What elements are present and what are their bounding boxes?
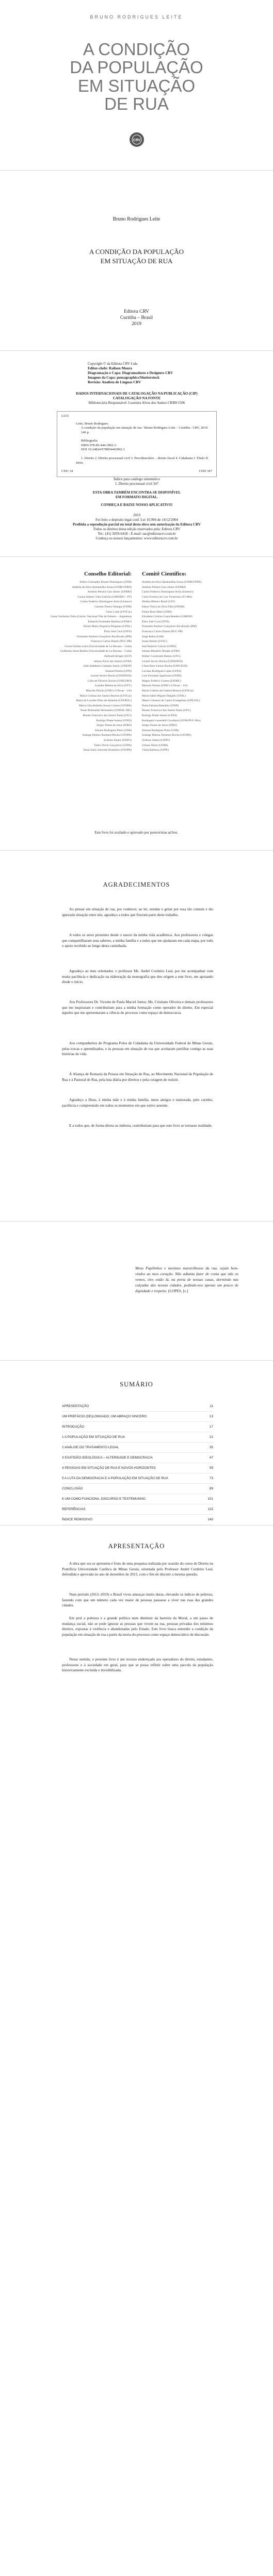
cip-librarian: Bibliotecária Responsável: Luzenira Alves dos Santos CRB9/1506	[88, 401, 185, 405]
council-member: Carlos Federico Dominguez Avila (Unieuro)	[80, 600, 132, 604]
acknowledgements-page	[0, 855, 273, 1216]
acknowledgements-paragraph: Ao pensar em situação de rua, por conhecer, ao ler, estudar e gritar por essa tão comum e tão ignorada situação entre nós, agradeço a todos que fizeram parte deste trabalho.	[62, 907, 213, 917]
cip-title: DADOS INTERNACIONAIS DE CATALOGAÇÃO NA PUBLICAÇÃO (CIP)	[76, 392, 198, 396]
council-member: Carmen Tereza Velanga (UNIR)	[94, 605, 132, 608]
editorial-board	[10, 571, 132, 753]
copyright-line: Copyright © da Editora CRV Ltda	[88, 362, 138, 366]
council-member: Vânia Barbosa (UFPE)	[142, 749, 169, 752]
council-member: Sydione Santos (UEPG)	[103, 739, 132, 742]
council-member: Mauro Gleisson de Castro Evangelista (UPS/UIC)	[142, 699, 200, 703]
page-divider	[0, 1360, 273, 1361]
toc-entry[interactable]	[62, 1453, 213, 1463]
page-divider	[0, 1525, 273, 1526]
presentation-title: APRESENTAÇÃO	[108, 1543, 165, 1550]
acknowledgements-paragraph: A todos os seres presentes desde o nascer da minha vida acadêmica. Aos professores e colegas que compartilharam seus saberes, a minha família e a todos que me ajudaram em cada etapa, por todo o apoio recebido ao longo desta caminhada.	[62, 933, 213, 948]
council-member: Carlos Federico Dominguez Avila (Unieuro)	[142, 590, 194, 594]
copyright-page	[0, 355, 273, 551]
council-member: Deilton Ribeiro Brasil (UIT)	[142, 600, 175, 604]
council-member: Lídia de Oliveira Xavier (UNIEURO)	[87, 679, 132, 683]
digital-notice	[41, 490, 232, 507]
presentation-page	[0, 1530, 273, 1716]
crv-logo-icon	[129, 132, 144, 147]
council-member: Lilian Rose Lemos Rocha (UNICEUB)	[142, 665, 188, 668]
catalog-line: DOI 10.24824/978854443902.3	[81, 448, 125, 452]
digital-line: CONHEÇA E BAIXE NOSSO APLICATIVO!	[101, 503, 173, 507]
copyright-credits	[88, 362, 222, 385]
logo-text: CRV	[133, 139, 141, 142]
toc-entry-page: 13	[209, 1415, 213, 1418]
catalog-code: L533	[61, 414, 69, 418]
toc-entry[interactable]	[62, 1463, 213, 1473]
council-member: Josania Portela (UFPI)	[105, 669, 132, 673]
catalog-line: 146 p.	[81, 430, 90, 434]
council-member: Solange Helena Ximenes-Rocha (UFOPA)	[142, 734, 191, 737]
council-member: Maria Cristina dos Santos Bezerra (UFSCar)	[142, 689, 194, 693]
toc-title: SUMÁRIO	[120, 1381, 153, 1388]
acknowledgements-paragraph: À Aliança de Romaria da Pessoa em Situação de Rua, ao Movimento Nacional da População de Rua e à Pastoral de Rua, pela luta diária por direitos e pela coragem de resistir.	[62, 1072, 213, 1082]
publisher-year: 2019	[132, 321, 141, 327]
book-cover	[0, 0, 273, 167]
toc-entry-page: 47	[209, 1456, 213, 1460]
toc-entry[interactable]	[62, 1443, 213, 1453]
council-member: José Roberto Galvão (UFRN)	[142, 645, 176, 648]
council-member: Joana Stelzer (UFSC)	[142, 640, 167, 643]
copyright-line: Imagens da Capa: pensagraphics/Shutterstock	[88, 376, 160, 380]
council-member: Elizabete Cristina Costa Renders (UMESP)	[142, 615, 192, 619]
cip-header	[41, 392, 232, 405]
toc-entry-title: 1 A POPULAÇÃO EM SITUAÇÃO DE RUA	[62, 1435, 125, 1439]
council-member: Francisco Carlos Duarte (PUC-PR)	[90, 640, 132, 643]
council-member: Paula Fabiana Ramalho (UNIP)	[142, 704, 179, 707]
council-member: Sérgio Nunes de Jesus (IFRO)	[142, 724, 177, 727]
epigraph-page	[0, 1226, 273, 1355]
presentation-paragraph: Num período (2013–2019) o Brasil viveu ameaças muito duras, elevando os índices de pobreza, fazendo com que um número cada vez maior de pessoas passasse a viver nas ruas das grandes cidades.	[62, 1592, 213, 1607]
council-member: Celso Conti (UFSCar)	[105, 610, 132, 614]
catalog-line: ISBN 978-85-444-3902-3	[81, 443, 117, 447]
toc-entry[interactable]	[62, 1494, 213, 1504]
title-page	[0, 175, 273, 345]
council-member: Juliana Monteiro Borges (UFRJ)	[142, 650, 180, 653]
publisher-city: Curitiba – Brasil	[120, 315, 153, 320]
inner-author: Bruno Rodrigues Leite	[113, 216, 160, 222]
council-member: Elione Maria Nogueira Diogenes (UFAL)	[83, 625, 132, 629]
council-member: Andréia da Silva Quintanilha Sousa (UNIR/UFRN)	[142, 581, 202, 584]
council-member: Luís Fernando Sgarbossa (UFMS)	[142, 674, 182, 678]
cover-title	[31, 40, 242, 113]
digital-line: EM FORMATO DIGITAL.	[115, 495, 158, 500]
council-member: Andréia da Silva Quintanilha Sousa (UNIR/UFRN)	[72, 585, 132, 589]
toc-entry-page: 101	[207, 1497, 213, 1501]
toc-entry-title: 2 ANÁLISE DO TRATAMENTO LEGAL	[62, 1446, 119, 1449]
toc-entry-title: ÍNDICE REMISSIVO	[62, 1518, 92, 1521]
acknowledgements-paragraph: E a todos que, de forma direta ou indireta, contribuíram para que este livro se tornasse realidade.	[69, 1124, 213, 1128]
acknowledgements-paragraph: Aos companheiros do Programa Polos de Cidadania da Universidade Federal de Minas Gerais, pelas trocas e aprendizados, e às pessoas em situação de rua que aceitaram partilhar comigo as suas histórias de vida.	[62, 1041, 213, 1056]
council-member: Fernando Antônio Gonçalves Alcoforado (IPB)	[142, 625, 197, 629]
page-divider	[0, 556, 273, 557]
catalog-line: A condição da população em situação de rua / Bruno Rodrigues Leite – Curitiba : CRV, 2019.	[81, 426, 208, 430]
legal-line: Foi feito o depósito legal conf. Lei 10.994 de 14/12/2004	[95, 518, 178, 522]
council-member: Aldira Guimarães Duarte Domínguez (UNB)	[79, 581, 132, 584]
catalog-cdu: CDU 34	[61, 469, 73, 473]
page-divider	[0, 350, 273, 351]
editorial-board-title: Conselho Editorial:	[84, 571, 132, 577]
toc-entry[interactable]	[62, 1412, 213, 1422]
council-member: Marcelo Paixão (UFRJ e UTexas – US)	[142, 684, 188, 688]
legal-line: Todos os direitos desta edição reservados pela: Editora CRV	[93, 527, 181, 532]
acknowledgements-paragraph: Aos Professores Dr. Vicente de Paula Maciel Junior, Ms. Cristiane Oliveira e demais professores que me inspiraram e contribuíram para a minha formação como operador do direito. Em especial àqueles que me apresentaram a ciência do processo como espaço de democracia.	[62, 1000, 213, 1015]
presentation-paragraph: Em prol a pobreza e a grande política num diminuir da barreira da Moral, a um passo de mudança social, não se pode ignorar as pessoas que vivem na rua, pessoas privadas dos mínimos direitos, expostas à violência e abandonadas pelo Estado. Este livro busca entender a condição da população em situação de rua a partir da teoria do processo como espaço democrático de discussão.	[62, 1616, 213, 1637]
cip-subtitle: CATALOGAÇÃO NA FONTE	[113, 396, 161, 401]
toc-entry-page: 17	[209, 1425, 213, 1429]
council-member: Leonel Severo Rocha (UNISINOS)	[90, 674, 132, 678]
cover-title-line: A CONDIÇÃO	[83, 40, 190, 59]
editorial-council-page	[0, 562, 273, 845]
toc-entry[interactable]	[62, 1515, 213, 1525]
acknowledgements-title: AGRADECIMENTOS	[103, 881, 170, 888]
catalog-line: 1. Direito 2. Direito processual civil 3. Previdenciário – direito fiscal 4. Cidadania I. Título II. Série.	[76, 456, 209, 465]
editorial-board-list	[10, 580, 132, 753]
toc-list	[62, 1401, 213, 1525]
page-divider	[0, 170, 273, 171]
council-member: Ulisses Neres (UFRR)	[142, 743, 168, 747]
scientific-committee-title: Comitê Científico:	[142, 571, 187, 577]
council-member: Tania Suely Azevedo Brasileiro (UFOPA)	[83, 749, 132, 752]
council-member: Maria Cristina dos Santos Bezerra (UFSCar)	[79, 694, 132, 698]
toc-entry[interactable]	[62, 1484, 213, 1494]
epigraph-text: Meus Pupilinhos e meninos maravilhosos da rua, sejam bem-vindos ao meu coração. Não adianta fazer de conta que não os vemos, eles estão lá, na porta de nossas casas, dormindo nas calçadas das nossas cidades, pedindo-nos apenas um pouco de dignidade e respeito.	[135, 1266, 238, 1293]
toc-entry-page: 73	[209, 1477, 213, 1480]
council-member: Jailson Alves dos Santos (UFRJ)	[93, 659, 132, 663]
cover-title-line: DE RUA	[104, 94, 169, 113]
toc-entry[interactable]	[62, 1422, 213, 1432]
council-member: Antônio Pereira Gaio Júnior (UFRRJ)	[142, 585, 186, 589]
toc-entry-title: UM PREFÁCIO (DE)LONGADO, UM ABRAÇO SINCERO	[62, 1415, 147, 1418]
toc-entry-page: 143	[207, 1518, 213, 1521]
council-member: Eliane Rose Maio (UEM)	[142, 610, 172, 614]
review-note: Este livro foi avaliado e aprovado por pareceristas ad hoc.	[94, 831, 179, 835]
toc-entry-title: 6 UM COMO FUNCIONA, DISCURSO E TESTEMUNHO	[62, 1497, 146, 1501]
toc-entry-title: APRESENTAÇÃO	[62, 1404, 89, 1408]
council-member: Renato Francisco dos Santos Paula (UFG)	[83, 714, 132, 718]
inner-title-line: A CONDIÇÃO DA POPULAÇÃO	[89, 248, 184, 256]
inner-title-line: EM SITUAÇÃO DE RUA	[100, 257, 173, 265]
catalog-line: Bibliografia	[81, 439, 98, 443]
copyright-line: Revisão: Analista de Línguas CRV	[88, 380, 141, 385]
catalog-card	[57, 411, 217, 477]
toc-entry-title: REFERÊNCIAS	[62, 1507, 86, 1511]
council-member: Simone Rodrigues Pinto (UNB)	[142, 728, 179, 732]
legal-line: Proibida a reprodução parcial ou total desta obra sem autorização da Editora CRV	[72, 522, 201, 527]
index-title: Índice para catálogo sistemático	[114, 477, 160, 481]
council-member: Tadeu Oliver Gonçalves (UFPA)	[93, 743, 132, 747]
catalog-cdd: CDD 347	[199, 469, 212, 473]
council-member: Guillermo Arias Beatón (Universidade de La Havana – Cuba)	[60, 650, 132, 653]
catalog-line: Leite, Bruno Rodrigues.	[76, 421, 109, 426]
legal-line: Tel.: (41) 3039-6418 - E-mail: sac@editoracrv.com.br	[98, 532, 176, 536]
council-member: Paulo Romualdo Hernandes (UNIFAL-MG)	[81, 709, 132, 713]
legal-year: 2019	[133, 513, 140, 517]
presentation-paragraph: A obra que ora se apresenta é fruto de uma pesquisa realizada por ocasião do curso de Direito na Pontifícia Universidade Católica de Minas Gerais, orientada pelo Professor André Cordeiro Leal, defendida e aprovada no ano de dezembro de 2015, com o fim de discutir a mesma questão.	[62, 1562, 213, 1577]
council-member: Leonel Severo Rocha (UNISINOS)	[142, 659, 183, 663]
council-member: Edson Vieira da Silva Filho (FDSM)	[142, 605, 185, 608]
epigraph-quote	[135, 1265, 238, 1294]
council-member: Solange Helena Ximenes-Rocha (UFOPA)	[82, 734, 132, 737]
council-member: Simone Rodrigues Pinto (UNB)	[94, 728, 132, 732]
council-member: Luciana Rodrigues Lopes (UFES)	[142, 669, 182, 673]
council-member: Francisco Carlos Duarte (PUC-PR)	[142, 630, 183, 633]
council-member: Magno Federici Gomes (ESDHC)	[142, 679, 182, 683]
council-member: Élsio José Corá (UFFS)	[104, 630, 132, 633]
council-member: Cesar Gerônimo Tello (Univer. Nacional Três de Febrero – Argentina)	[51, 615, 132, 619]
council-member: Élsio José Corá (UFFS)	[142, 620, 170, 623]
toc-entry-page: 11	[210, 1404, 213, 1408]
toc-entry[interactable]	[62, 1504, 213, 1515]
publisher-name: Editora CRV	[123, 309, 150, 314]
council-member: Maria Isabel Miguel Delgado (UFAL)	[142, 694, 186, 698]
copyright-line: Diagramação e Capa: Diagramadores e Designers CRV	[88, 371, 173, 376]
council-member: Sérgio Nunes de Jesus (IFRO)	[97, 724, 132, 727]
toc-entry-page: 89	[209, 1487, 213, 1490]
scientific-committee	[142, 571, 263, 753]
toc-entry-title: 4 PESSOAS EM SITUAÇÃO DE RUA E NOVOS HORIZONTES	[62, 1466, 156, 1470]
index-info	[41, 477, 232, 486]
toc-entry[interactable]	[62, 1401, 213, 1412]
scientific-committee-list	[142, 580, 263, 753]
toc-entry-title: CONCLUSÃO	[62, 1487, 83, 1490]
toc-entry-page: 115	[207, 1507, 213, 1511]
acknowledgements-paragraph: Agradeço a Deus, à minha mãe e à minha família, meus amigos e namorada, pelo carinho, paciência e compreensão em todos os momentos em que estive ausente.	[62, 1098, 213, 1108]
acknowledgements-paragraph: Agradeço ao meu orientador, o professor Ms. André Cordeiro Leal, por me acompanhar com muita paciência e dedicação na elaboração da monografia que deu origem a este livro, me apoiando desde o início.	[62, 969, 213, 984]
cover-title-line: DA POPULAÇÃO	[70, 58, 203, 77]
toc-entry-page: 21	[209, 1435, 213, 1439]
council-member: João Adalberto Campato Junior (UNESP)	[83, 665, 132, 668]
publisher-info	[0, 309, 273, 328]
copyright-line: Editor-chefe: Railson Moura	[88, 366, 133, 371]
council-member: Eduardo Fernandes Barbosa (UFMG)	[88, 620, 132, 623]
council-member: Maria de Lourdes Pinto de Almeida (UNOESC)	[76, 699, 132, 703]
legal-notice	[41, 513, 232, 541]
council-member: Sydione Santos (UEPG)	[142, 739, 170, 742]
council-member: Helmuth Krüger (UCP)	[104, 654, 132, 658]
council-member: Gloria Fariñas León (Universidade de La Havana – Cuba)	[65, 645, 132, 648]
index-line: 1. Direito processual civil 347	[115, 482, 159, 486]
council-member: Rodrigo Pratte-Santos (UFES)	[96, 719, 132, 722]
toc-entry[interactable]	[62, 1432, 213, 1443]
toc-entry-title: INTRODUÇÃO	[62, 1425, 84, 1429]
toc-entry-title: 3 EXATIDÃO IDEOLÓGICA – ALTERIDADE E DEMOCRACIA	[62, 1456, 153, 1460]
toc-entry-page: 59	[209, 1466, 213, 1470]
toc-entry-title: 5 A LUTA DA DEMOCRACIA E A POPULAÇÃO EM SITUAÇÃO DE RUA	[62, 1477, 168, 1480]
page-divider	[0, 850, 273, 851]
council-member: Rosângela Lunardelli Cavallazzi (UFRJ/PUC-Rio)	[142, 719, 201, 722]
council-member: Maria Lília Imbiriba Sousa Colares (UFOPA)	[78, 704, 132, 707]
council-member: Lourdes Helena da Silva (UFV)	[94, 684, 132, 688]
cover-author: BRUNO RODRIGUES LEITE	[90, 14, 183, 20]
inner-title	[0, 247, 273, 265]
council-member: Rodrigo Pratte-Santos (UFES)	[142, 714, 178, 718]
toc-entry[interactable]	[62, 1473, 213, 1484]
toc-entry-page: 35	[209, 1446, 213, 1449]
council-member: Celso Ferreira da Cruz Victoriano (TJ-MA)	[142, 595, 192, 599]
cover-title-line: EM SITUAÇÃO	[77, 76, 196, 95]
digital-line: ESTA OBRA TAMBÉM ENCONTRA-SE DISPONÍVEL	[92, 490, 181, 495]
presentation-paragraph: Nesse sentido, o presente livro é um recurso endereçado aos operadores do direito, estudantes, professores e à sociedade em geral, para que se possa refletir sobre uma parcela da população historicamente excluída e invisibilizada.	[62, 1657, 213, 1672]
council-member: Marcelo Paixão (UFRJ e UTexas – US)	[86, 689, 132, 693]
council-member: Antônio Pereira Gaio Júnior (UFRRJ)	[87, 590, 132, 594]
council-member: Fernando Antônio Gonçalves Alcoforado (IPB)	[77, 635, 132, 638]
council-member: Renato Francisco dos Santos Paula (UFG)	[142, 709, 191, 713]
page-divider	[0, 1221, 273, 1222]
council-member: Kleber Cavalcante Ramos (UFG)	[142, 654, 181, 658]
council-member: Carlos Alberto Vilar Estêvão (UMINHO – PT)	[77, 595, 132, 599]
table-of-contents-page	[0, 1365, 273, 1520]
legal-line: Conheça os nossos lançamentos: www.editoracrv.com.br	[95, 536, 178, 541]
council-member: Jorge Bahia (UnB)	[142, 635, 164, 638]
epigraph-source: (LOPES, [s.]	[168, 1289, 188, 1293]
